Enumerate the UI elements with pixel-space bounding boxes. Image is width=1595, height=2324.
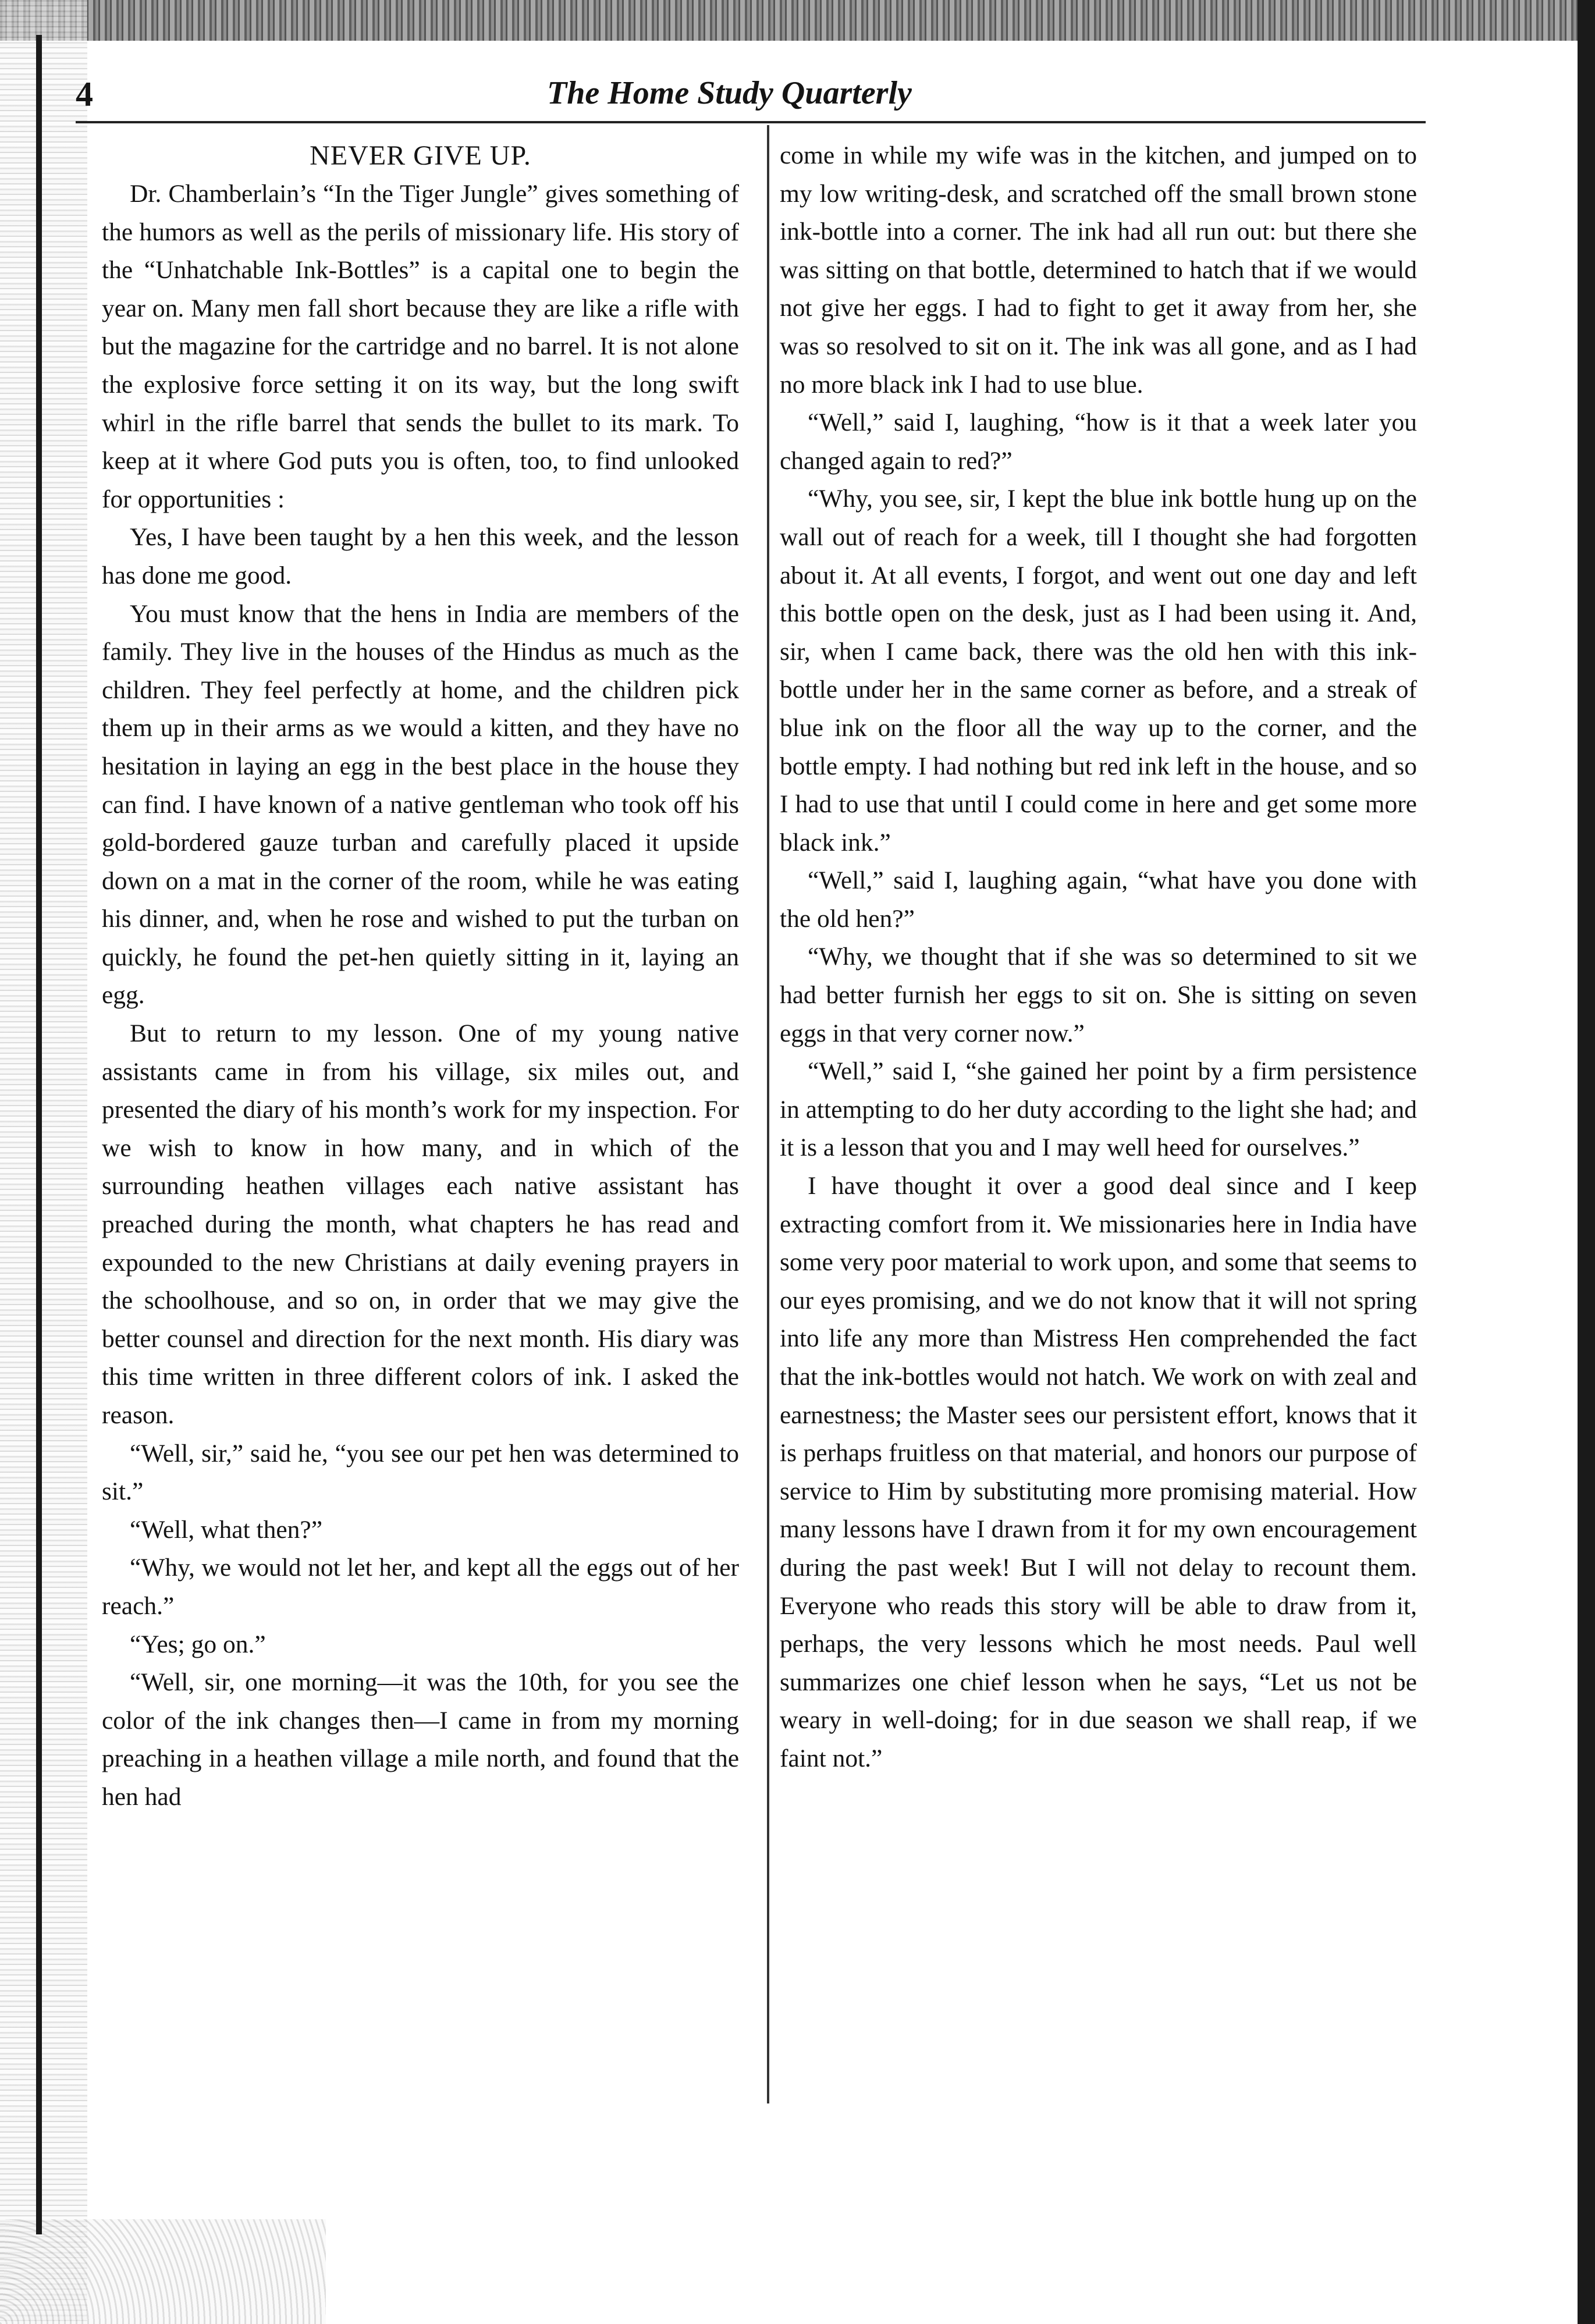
column-divider: [767, 125, 769, 2103]
header-rule: [76, 121, 1426, 123]
paragraph: “Well, sir, one morning—it was the 10th, for you see the color of the ink changes then—I came in from my morning preaching in a heathen village a mile north, and found that the hen had: [102, 1668, 739, 1811]
paragraph: “Well,” said I, “she gained her point by a firm persistence in attempting to do her duty according to the light she had; and it is a lesson that you and I may well heed for ourselves.”: [780, 1057, 1417, 1162]
paragraph: You must know that the hens in India are members of the family. They live in the houses of the Hindus as much as the children. They feel perfectly at home, and the children pick them up in their arms as we would a kitten, and they have no hesitation in laying an egg in the best place in the house they can find. I have known of a native gentleman who took off his gold-bordered gauze turban and carefully placed it upside down on a mat in the corner of the room, while he was eating his dinner, and, when he rose and wished to put the turban on quickly, he found the pet-hen quietly sitting in it, laying an egg.: [102, 599, 739, 1010]
paragraph: But to return to my lesson. One of my young native assistants came in from his village, six miles out, and presented the diary of his month’s work for my inspection. For we wish to know in how many, and in which of the surrounding heathen villages each native assistant has preached during the month, what chapters he has read and expounded to the new Christians at daily evening prayers in the schoolhouse, and so on, in order that we may give the better counsel and direction for the next month. His diary was this time written in three different colors of ink. I asked the reason.: [102, 1019, 739, 1429]
paragraph: “Well, sir,” said he, “you see our pet hen was determined to sit.”: [102, 1439, 739, 1506]
paragraph: I have thought it over a good deal since and I keep extracting comfort from it. We missionaries here in India have some very poor material to work upon, and some that seems to our eyes promising, and we do not know that it will not spring into life any more than Mistress Hen comprehended the fact that the ink-bottles would not hatch. We work on with zeal and earnestness; the Master sees our persistent effort, knows that it is perhaps fruitless on that material, and honors our purpose of service to Him by substituting more promising material. How many lessons have I drawn from it for my own encouragement during the past week! But I will not delay to recount them. Everyone who reads this story will be able to draw from it, perhaps, the very lessons which he most needs. Paul well summarizes one chief lesson when he says, “Let us not be weary in well-doing; for in due season we shall reap, if we faint not.”: [780, 1172, 1417, 1772]
running-title: The Home Study Quarterly: [547, 75, 912, 111]
paragraph: Yes, I have been taught by a hen this week, and the lesson has done me good.: [102, 523, 739, 589]
scan-edge-top: [0, 0, 1595, 41]
paragraph: “Well,” said I, laughing, “how is it that a week later you changed again to red?”: [780, 408, 1417, 475]
right-column: [780, 137, 1417, 1778]
page-header: [0, 74, 1595, 115]
page-number: 4: [76, 75, 93, 113]
left-column: [102, 137, 739, 1817]
paragraph: “Yes; go on.”: [130, 1630, 266, 1658]
scan-edge-left: [0, 0, 87, 2324]
paragraph: “Why, we thought that if she was so determined to sit we had better furnish her eggs to sit on. She is sitting on seven eggs in that very corner now.”: [780, 943, 1417, 1047]
paragraph: Dr. Chamberlain’s “In the Tiger Jungle” gives something of the humors as well as the perils of missionary life. His story of the “Unhatchable Ink-Bottles” is a capital one to begin the year on. Many men fall short because they are like a rifle with but the magazine for the cartridge and no barrel. It is not alone the explosive force setting it on its way, but the long swift whirl in the rifle barrel that sends the bullet to its mark. To keep at it where God puts you is often, too, to find unlooked for opportunities :: [102, 180, 739, 513]
paragraph-continued: come in while my wife was in the kitchen, and jumped on to my low writing-desk, and scratched off the small brown stone ink-bottle into a corner. The ink had all run out: but there she was sitting on that bottle, determined to hatch that if we would not give her eggs. I had to fight to get it away from her, she was so resolved to sit on it. The ink was all gone, and as I had no more black ink I had to use blue.: [780, 141, 1417, 399]
scan-edge-right: [1578, 0, 1595, 2324]
paragraph: “Why, we would not let her, and kept all the eggs out of her reach.”: [102, 1554, 739, 1620]
paragraph: “Well, what then?”: [130, 1515, 323, 1544]
paragraph: “Why, you see, sir, I kept the blue ink bottle hung up on the wall out of reach for a week, till I thought she had forgotten about it. At all events, I forgot, and went out one day and left this bottle open on the desk, just as I had been using it. And, sir, when I came back, there was the old hen with this ink-bottle under her in the same corner as before, and a streak of blue ink on the floor all the way up to the corner, and the bottle empty. I had nothing but red ink left in the house, and so I had to use that until I could come in here and get some more black ink.”: [780, 485, 1417, 857]
binding-spine-line: [36, 35, 42, 2234]
paragraph: “Well,” said I, laughing again, “what have you done with the old hen?”: [780, 866, 1417, 933]
article-title: NEVER GIVE UP.: [310, 140, 531, 171]
scan-noise-bottom: [0, 2219, 326, 2324]
